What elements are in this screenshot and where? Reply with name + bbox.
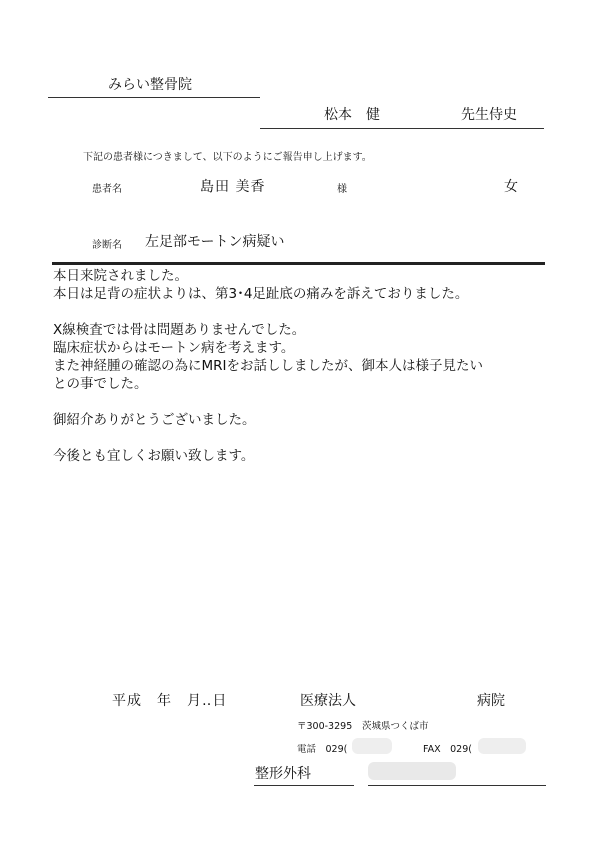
report-line: 本日は足背の症状よりは、第3･4足趾底の痛みを訴えておりました。 (53, 286, 469, 302)
footer-date: 平成 年 月‥日 (112, 693, 228, 709)
footer-address: 茨城県つくば市 (362, 721, 429, 732)
report-line (53, 393, 483, 411)
section-divider (52, 262, 545, 265)
report-line (53, 303, 483, 321)
report-line: との事でした。 (53, 376, 148, 392)
doctor-underline (260, 128, 544, 129)
clinic-underline (48, 97, 260, 98)
report-line: 本日来院されました。 (53, 268, 188, 284)
report-line (53, 429, 483, 447)
footer-phone: 電話 029( (297, 744, 348, 755)
patient-sex: 女 (504, 179, 518, 195)
footer-postal-code: 〒300-3295 (297, 721, 353, 732)
recipient-clinic-name: みらい整骨院 (108, 77, 192, 93)
diagnosis-value: 左足部モートン病疑い (145, 234, 285, 250)
patient-name: 島田 美香 (200, 179, 266, 195)
footer-corporation: 医療法人 (300, 693, 356, 709)
department-underline (254, 785, 354, 786)
redacted-fax (478, 738, 526, 754)
recipient-doctor-title: 先生侍史 (461, 107, 517, 123)
footer-department: 整形外科 (255, 766, 311, 782)
footer-fax: FAX 029( (423, 744, 472, 755)
redacted-physician-name (368, 762, 456, 780)
report-intro: 下記の患者様につきまして、以下のようにご報告申し上げます。 (83, 152, 372, 163)
physician-signature-line (368, 785, 546, 786)
report-line: 今後とも宜しくお願い致します。 (53, 448, 255, 464)
report-line: 御紹介ありがとうございました。 (53, 412, 256, 428)
report-body (53, 267, 483, 465)
footer-hospital-suffix: 病院 (477, 693, 505, 709)
recipient-doctor-name: 松本 健 (324, 107, 380, 123)
patient-label: 患者名 (92, 184, 122, 195)
report-line: X線検査では骨は問題ありませんでした。 (53, 322, 306, 338)
report-line: 臨床症状からはモートン病を考えます。 (53, 340, 295, 356)
redacted-phone (352, 738, 392, 754)
diagnosis-label: 診断名 (92, 240, 122, 251)
report-line: また神経腫の確認の為にMRIをお話ししましたが、御本人は様子見たい (53, 358, 484, 374)
patient-honorific: 様 (337, 184, 347, 195)
